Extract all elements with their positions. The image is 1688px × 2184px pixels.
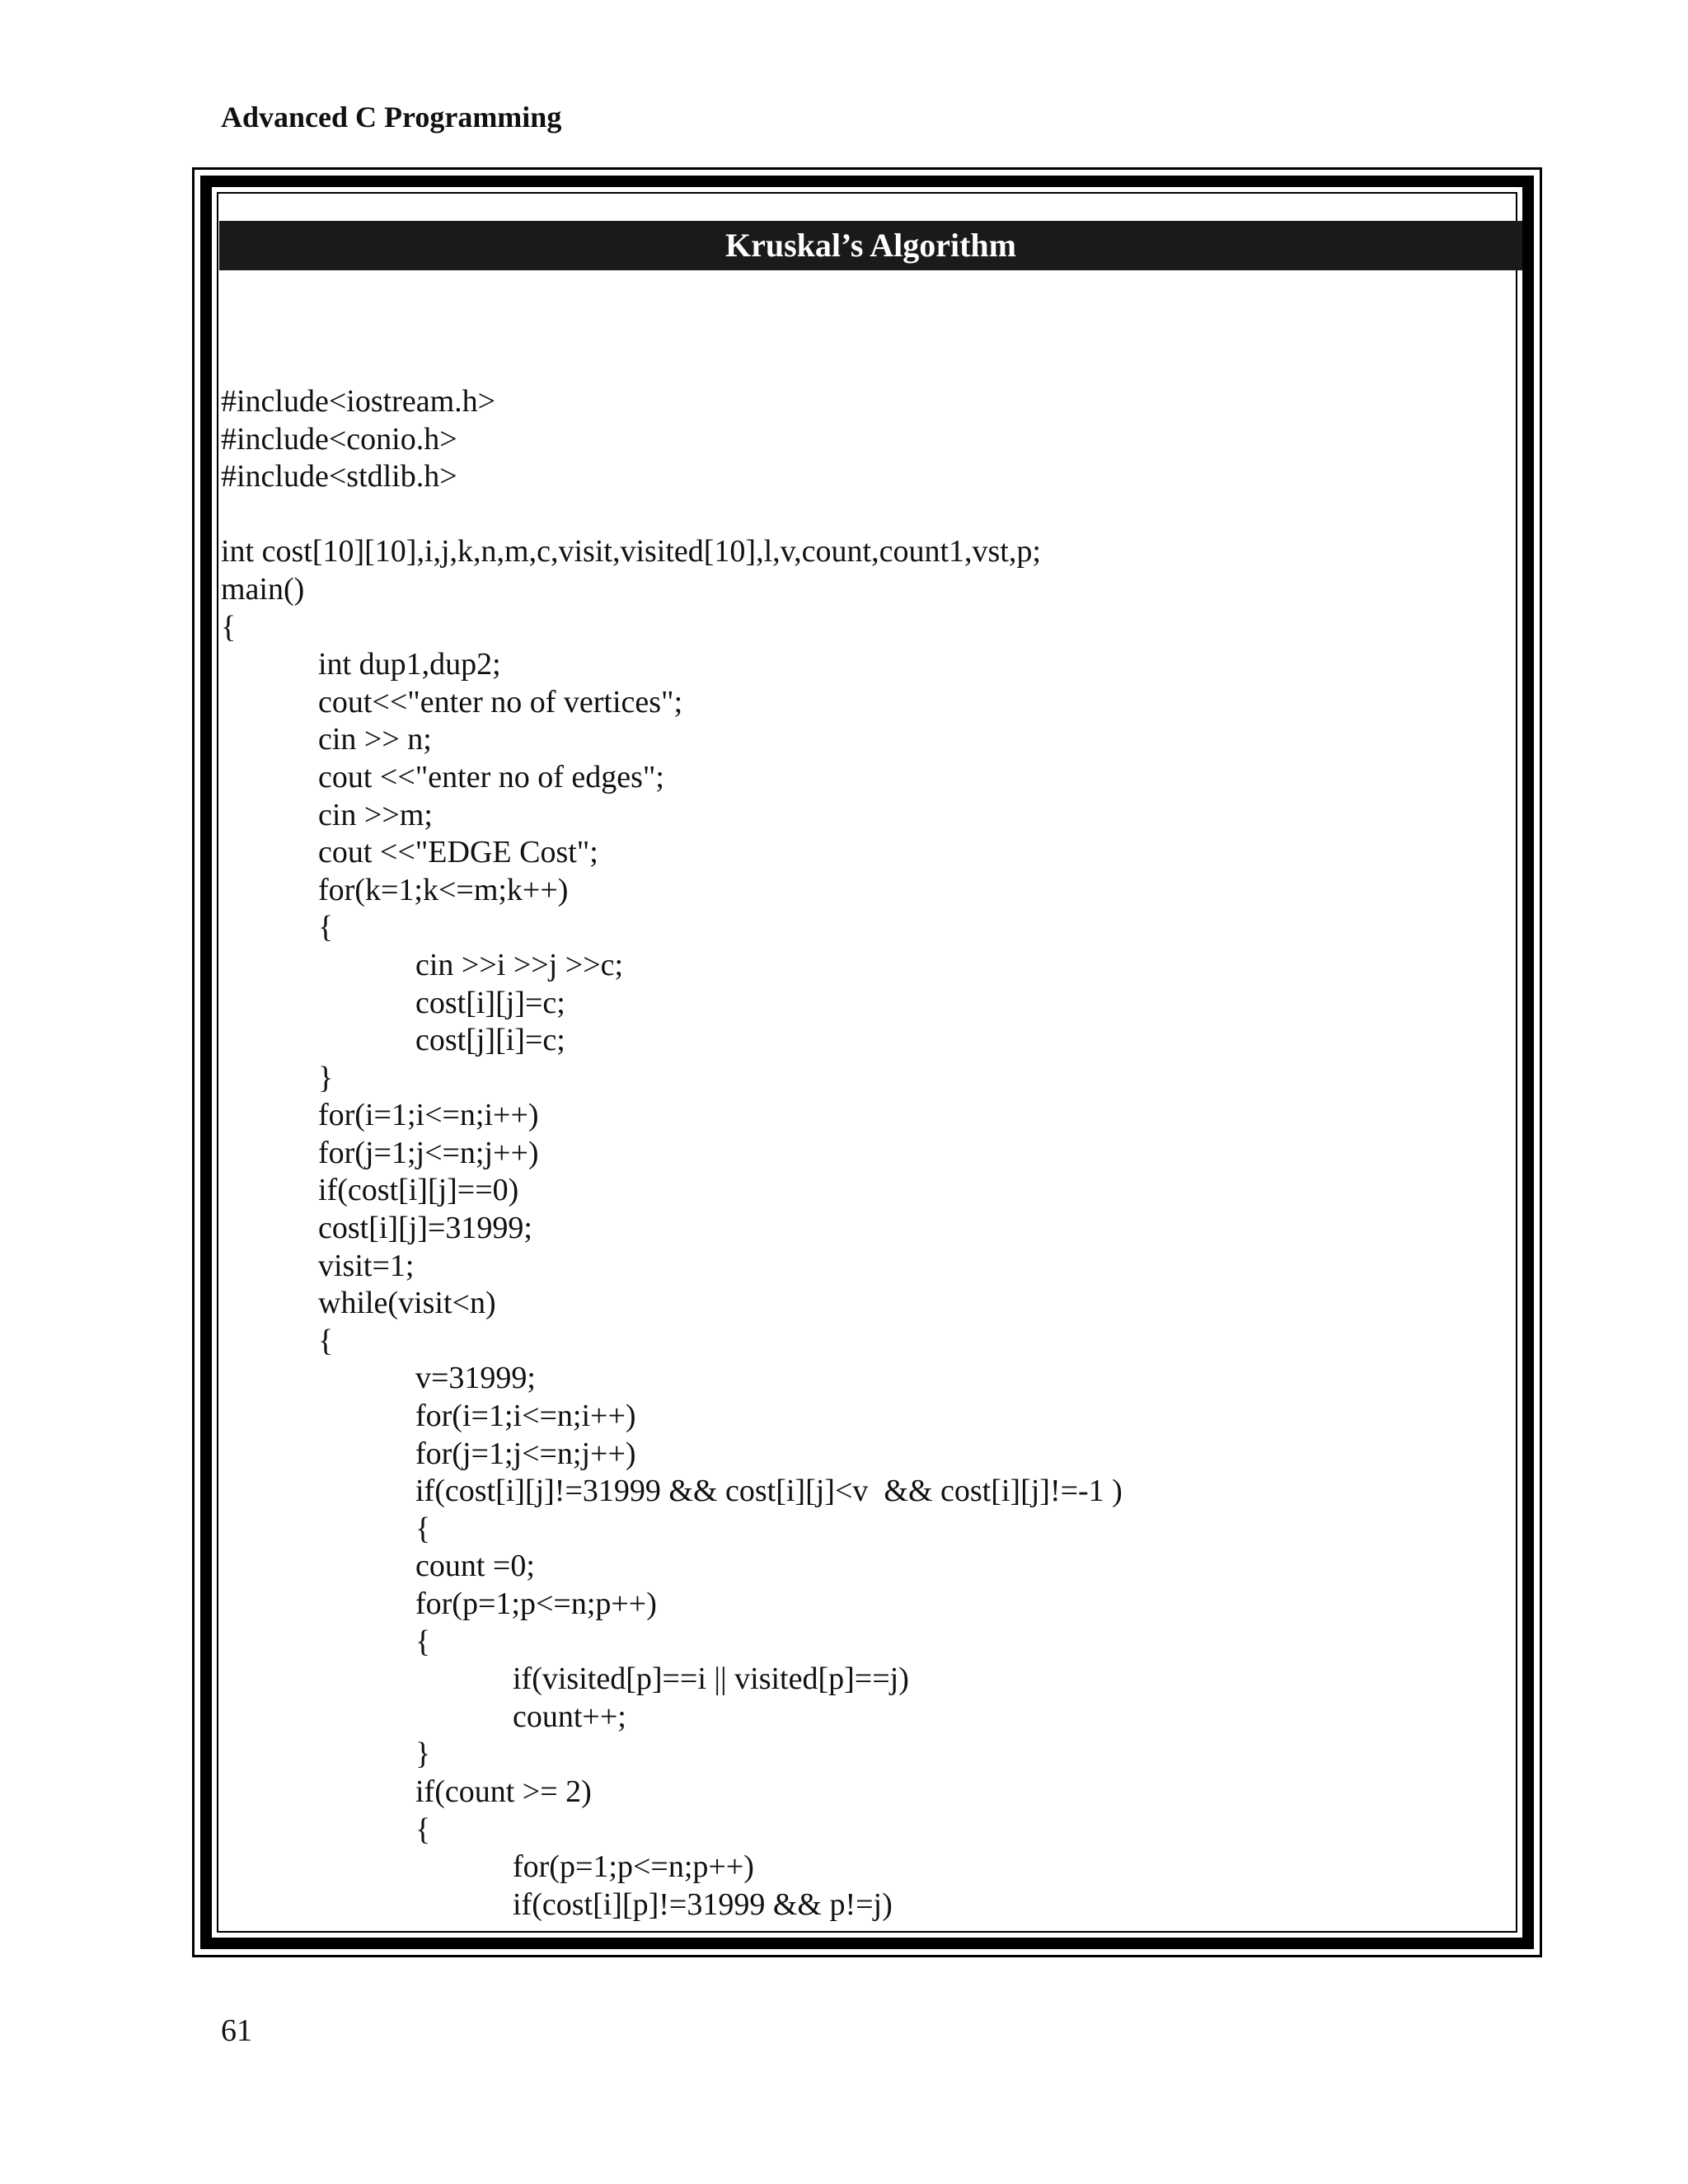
code-line: { [221,609,237,644]
code-line: for(j=1;j<=n;j++) [415,1436,636,1471]
code-line: { [415,1511,431,1546]
code-line: visit=1; [318,1248,415,1283]
code-line: for(i=1;i<=n;i++) [415,1399,636,1434]
code-line: for(p=1;p<=n;p++) [513,1849,754,1885]
running-header: Advanced C Programming [221,101,562,134]
code-line: if(cost[i][j]!=31999 && cost[i][j]<v && cost[i][j]!=-1 ) [415,1474,1123,1509]
code-line: #include<stdlib.h> [221,459,457,494]
code-line: count =0; [415,1549,535,1584]
code-line: if(count >= 2) [415,1774,592,1809]
code-line: count++; [513,1699,626,1734]
code-line: if(cost[i][p]!=31999 && p!=j) [513,1886,893,1922]
code-line: cout<<"enter no of vertices"; [318,684,683,719]
code-line: if(visited[p]==i || visited[p]==j) [513,1661,909,1697]
code-line: #include<conio.h> [221,421,457,457]
page-number: 61 [221,2013,252,2048]
code-line: { [318,910,334,945]
code-line: for(i=1;i<=n;i++) [318,1098,539,1133]
code-line: for(j=1;j<=n;j++) [318,1135,539,1170]
section-title-bar: Kruskal’s Algorithm [219,221,1522,270]
code-line: cost[i][j]=c; [415,985,565,1020]
code-line: { [415,1811,431,1847]
code-listing [221,383,1123,1924]
code-line: cin >>m; [318,797,433,832]
code-line: #include<iostream.h> [221,384,496,419]
code-line: cin >>i >>j >>c; [415,947,624,982]
code-line: cout <<"EDGE Cost"; [318,835,598,870]
code-line: while(visit<n) [318,1286,496,1321]
code-line: main() [221,571,305,607]
code-line: } [415,1736,431,1772]
code-line: { [415,1624,431,1659]
code-line: v=31999; [415,1361,536,1396]
code-line: for(p=1;p<=n;p++) [415,1586,657,1621]
code-line: cost[i][j]=31999; [318,1211,532,1246]
code-line: { [318,1323,334,1358]
code-line: } [318,1060,334,1095]
code-line: int dup1,dup2; [318,647,501,682]
code-line: cost[j][i]=c; [415,1023,565,1058]
code-line: if(cost[i][j]==0) [318,1173,519,1208]
code-line: int cost[10][10],i,j,k,n,m,c,visit,visited[10],l,v,count,count1,vst,p; [221,534,1041,569]
code-line: cout <<"enter no of edges"; [318,759,664,794]
code-line [221,496,1123,534]
code-line: for(k=1;k<=m;k++) [318,872,569,907]
code-line: cin >> n; [318,722,432,757]
